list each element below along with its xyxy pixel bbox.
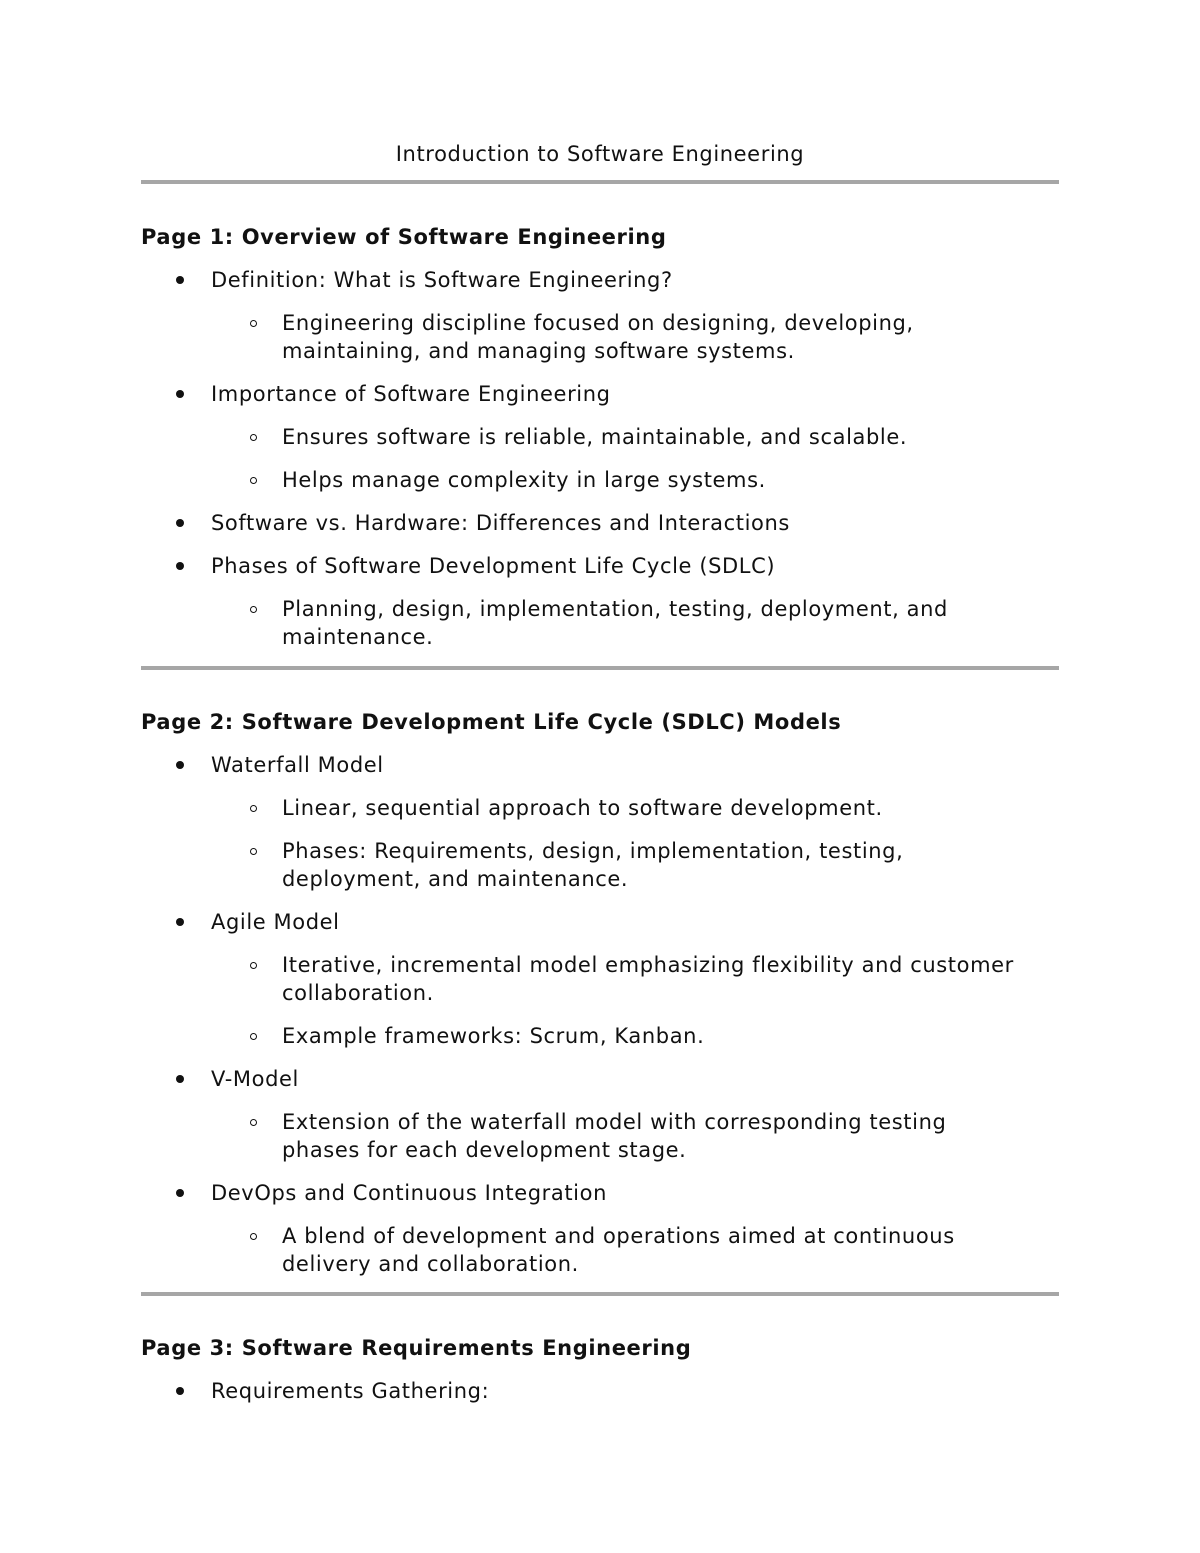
list-item-text: Requirements Gathering: [211,1379,490,1403]
bullet-icon [176,519,184,527]
bullet-list [141,266,1059,651]
list-item [141,908,1059,1050]
circle-bullet-icon [250,962,257,969]
sub-list [211,951,1059,1050]
sub-list-item-text: Phases: Requirements, design, implementation, testing, deployment, and maintenance. [282,839,904,891]
list-item [141,380,1059,494]
sub-list-item [211,1108,1059,1164]
sub-list-item [211,1222,1059,1278]
sub-list-item [211,951,1059,1007]
section-page-1 [141,223,1059,651]
list-item-text: Software vs. Hardware: Differences and Interactions [211,511,790,535]
list-item [141,266,1059,365]
bullet-icon [176,761,184,769]
list-item-text: Agile Model [211,910,340,934]
divider-rule [141,180,1059,184]
circle-bullet-icon [250,434,257,441]
sub-list [211,1108,1059,1164]
circle-bullet-icon [250,477,257,484]
section-page-2 [141,708,1059,1278]
sub-list-item [211,466,1059,494]
bullet-icon [176,562,184,570]
divider-rule [141,1292,1059,1296]
list-item-text: V-Model [211,1067,299,1091]
sub-list [211,309,1059,365]
section-heading: Page 3: Software Requirements Engineering [141,1336,692,1360]
sub-list-item [211,595,1059,651]
list-item [141,1377,1059,1405]
bullet-icon [176,390,184,398]
list-item-text: Definition: What is Software Engineering? [211,268,673,292]
bullet-icon [176,1189,184,1197]
sub-list-item-text: Engineering discipline focused on designing, developing, maintaining, and managing software systems. [282,311,914,363]
circle-bullet-icon [250,1233,257,1240]
sub-list-item-text: Ensures software is reliable, maintainable, and scalable. [282,425,908,449]
list-item [141,1179,1059,1278]
list-item [141,751,1059,893]
bullet-icon [176,276,184,284]
circle-bullet-icon [250,320,257,327]
section-heading: Page 2: Software Development Life Cycle (SDLC) Models [141,710,842,734]
sub-list-item [211,309,1059,365]
circle-bullet-icon [250,606,257,613]
sub-list-item-text: Extension of the waterfall model with corresponding testing phases for each development stage. [282,1110,947,1162]
bullet-icon [176,918,184,926]
sub-list-item [211,794,1059,822]
sub-list-item-text: Example frameworks: Scrum, Kanban. [282,1024,705,1048]
sub-list-item-text: Linear, sequential approach to software development. [282,796,883,820]
list-item [141,509,1059,537]
list-item-text: Importance of Software Engineering [211,382,611,406]
sub-list-item-text: Helps manage complexity in large systems. [282,468,766,492]
sub-list-item [211,423,1059,451]
list-item [141,552,1059,651]
circle-bullet-icon [250,848,257,855]
list-item [141,1065,1059,1164]
bullet-icon [176,1387,184,1395]
sub-list [211,595,1059,651]
list-item-text: Phases of Software Development Life Cycle (SDLC) [211,554,776,578]
sub-list-item-text: A blend of development and operations aimed at continuous delivery and collaboration. [282,1224,955,1276]
document-title: Introduction to Software Engineering [395,142,805,166]
circle-bullet-icon [250,1119,257,1126]
sub-list-item [211,837,1059,893]
sub-list-item-text: Planning, design, implementation, testing, deployment, and maintenance. [282,597,948,649]
section-page-3 [141,1334,1059,1405]
sub-list [211,794,1059,893]
bullet-list [141,751,1059,1278]
divider-rule [141,666,1059,670]
bullet-list [141,1377,1059,1405]
section-heading: Page 1: Overview of Software Engineering [141,225,667,249]
sub-list-item-text: Iterative, incremental model emphasizing flexibility and customer collaboration. [282,953,1014,1005]
circle-bullet-icon [250,1033,257,1040]
circle-bullet-icon [250,805,257,812]
sub-list-item [211,1022,1059,1050]
sub-list [211,423,1059,494]
sub-list [211,1222,1059,1278]
bullet-icon [176,1075,184,1083]
list-item-text: Waterfall Model [211,753,384,777]
list-item-text: DevOps and Continuous Integration [211,1181,607,1205]
